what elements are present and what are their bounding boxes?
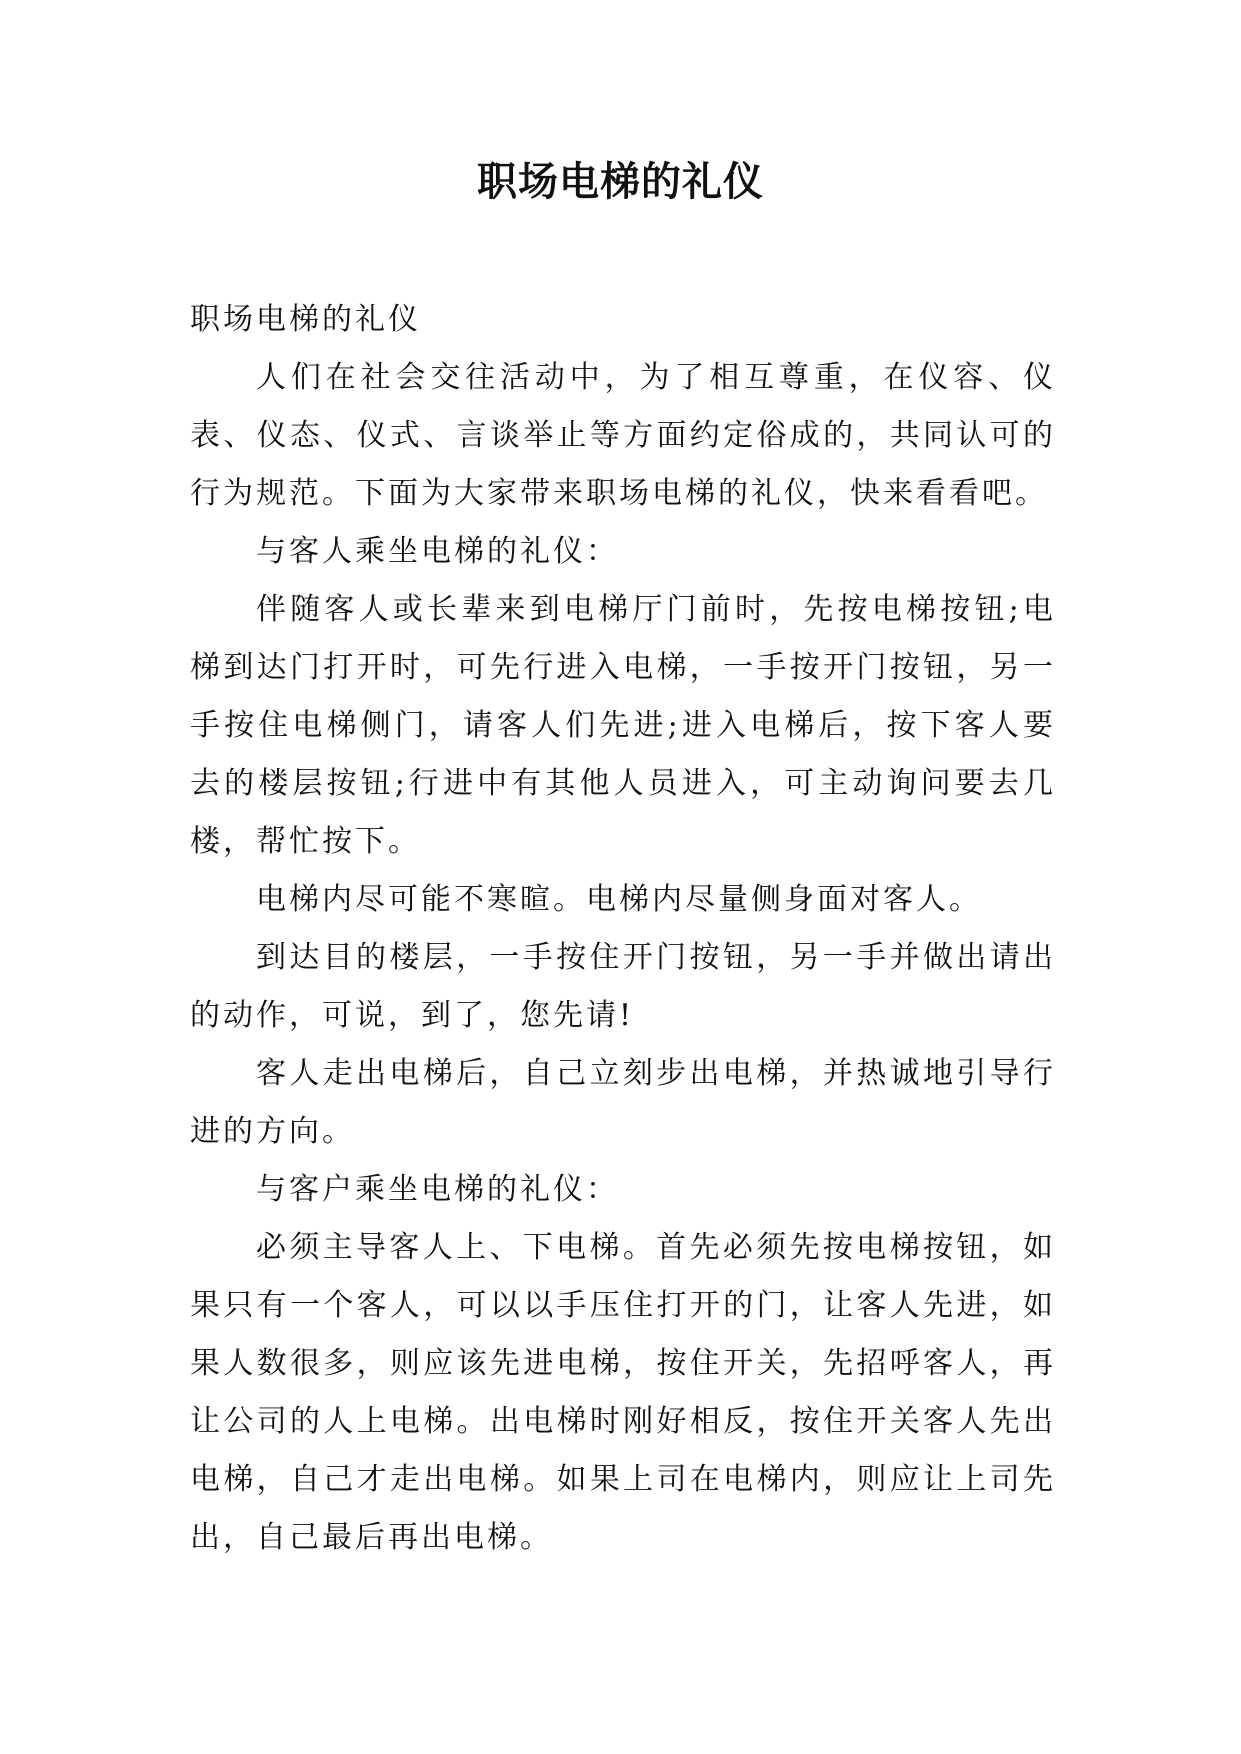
- document-title: 职场电梯的礼仪: [477, 159, 764, 205]
- paragraph: 电梯内尽可能不寒暄。电梯内尽量侧身面对客人。: [256, 882, 982, 917]
- document-subtitle: 职场电梯的礼仪: [190, 302, 421, 337]
- paragraph: 必须主导客人上、下电梯。首先必须先按电梯按钮，如果只有一个客人，可以以手压住打开的门，让客人先进，如果人数很多，则应该先进电梯，按住开关，先招呼客人，再让公司的人上电梯。出电梯时刚好相反，按住开关客人先出电梯，自己才走出电梯。如果上司在电梯内，则应让上司先出，自己最后再出电梯。: [190, 1230, 1056, 1555]
- section-heading-clients: 与客户乘坐电梯的礼仪：: [256, 1172, 619, 1207]
- paragraph: 客人走出电梯后，自己立刻步出电梯，并热诚地引导行进的方向。: [190, 1056, 1056, 1149]
- paragraph: 人们在社会交往活动中，为了相互尊重，在仪容、仪表、仪态、仪式、言谈举止等方面约定俗成的，共同认可的行为规范。下面为大家带来职场电梯的礼仪，快来看看吧。: [190, 360, 1056, 511]
- paragraph: 伴随客人或长辈来到电梯厅门前时，先按电梯按钮;电梯到达门打开时，可先行进入电梯，一手按开门按钮，另一手按住电梯侧门，请客人们先进;进入电梯后，按下客人要去的楼层按钮;行进中有其他人员进入，可主动询问要去几楼，帮忙按下。: [190, 592, 1056, 859]
- document-body: [190, 291, 1056, 1567]
- paragraph: 到达目的楼层，一手按住开门按钮，另一手并做出请出的动作，可说，到了，您先请!: [190, 940, 1056, 1033]
- section-heading-guests: 与客人乘坐电梯的礼仪：: [256, 534, 619, 569]
